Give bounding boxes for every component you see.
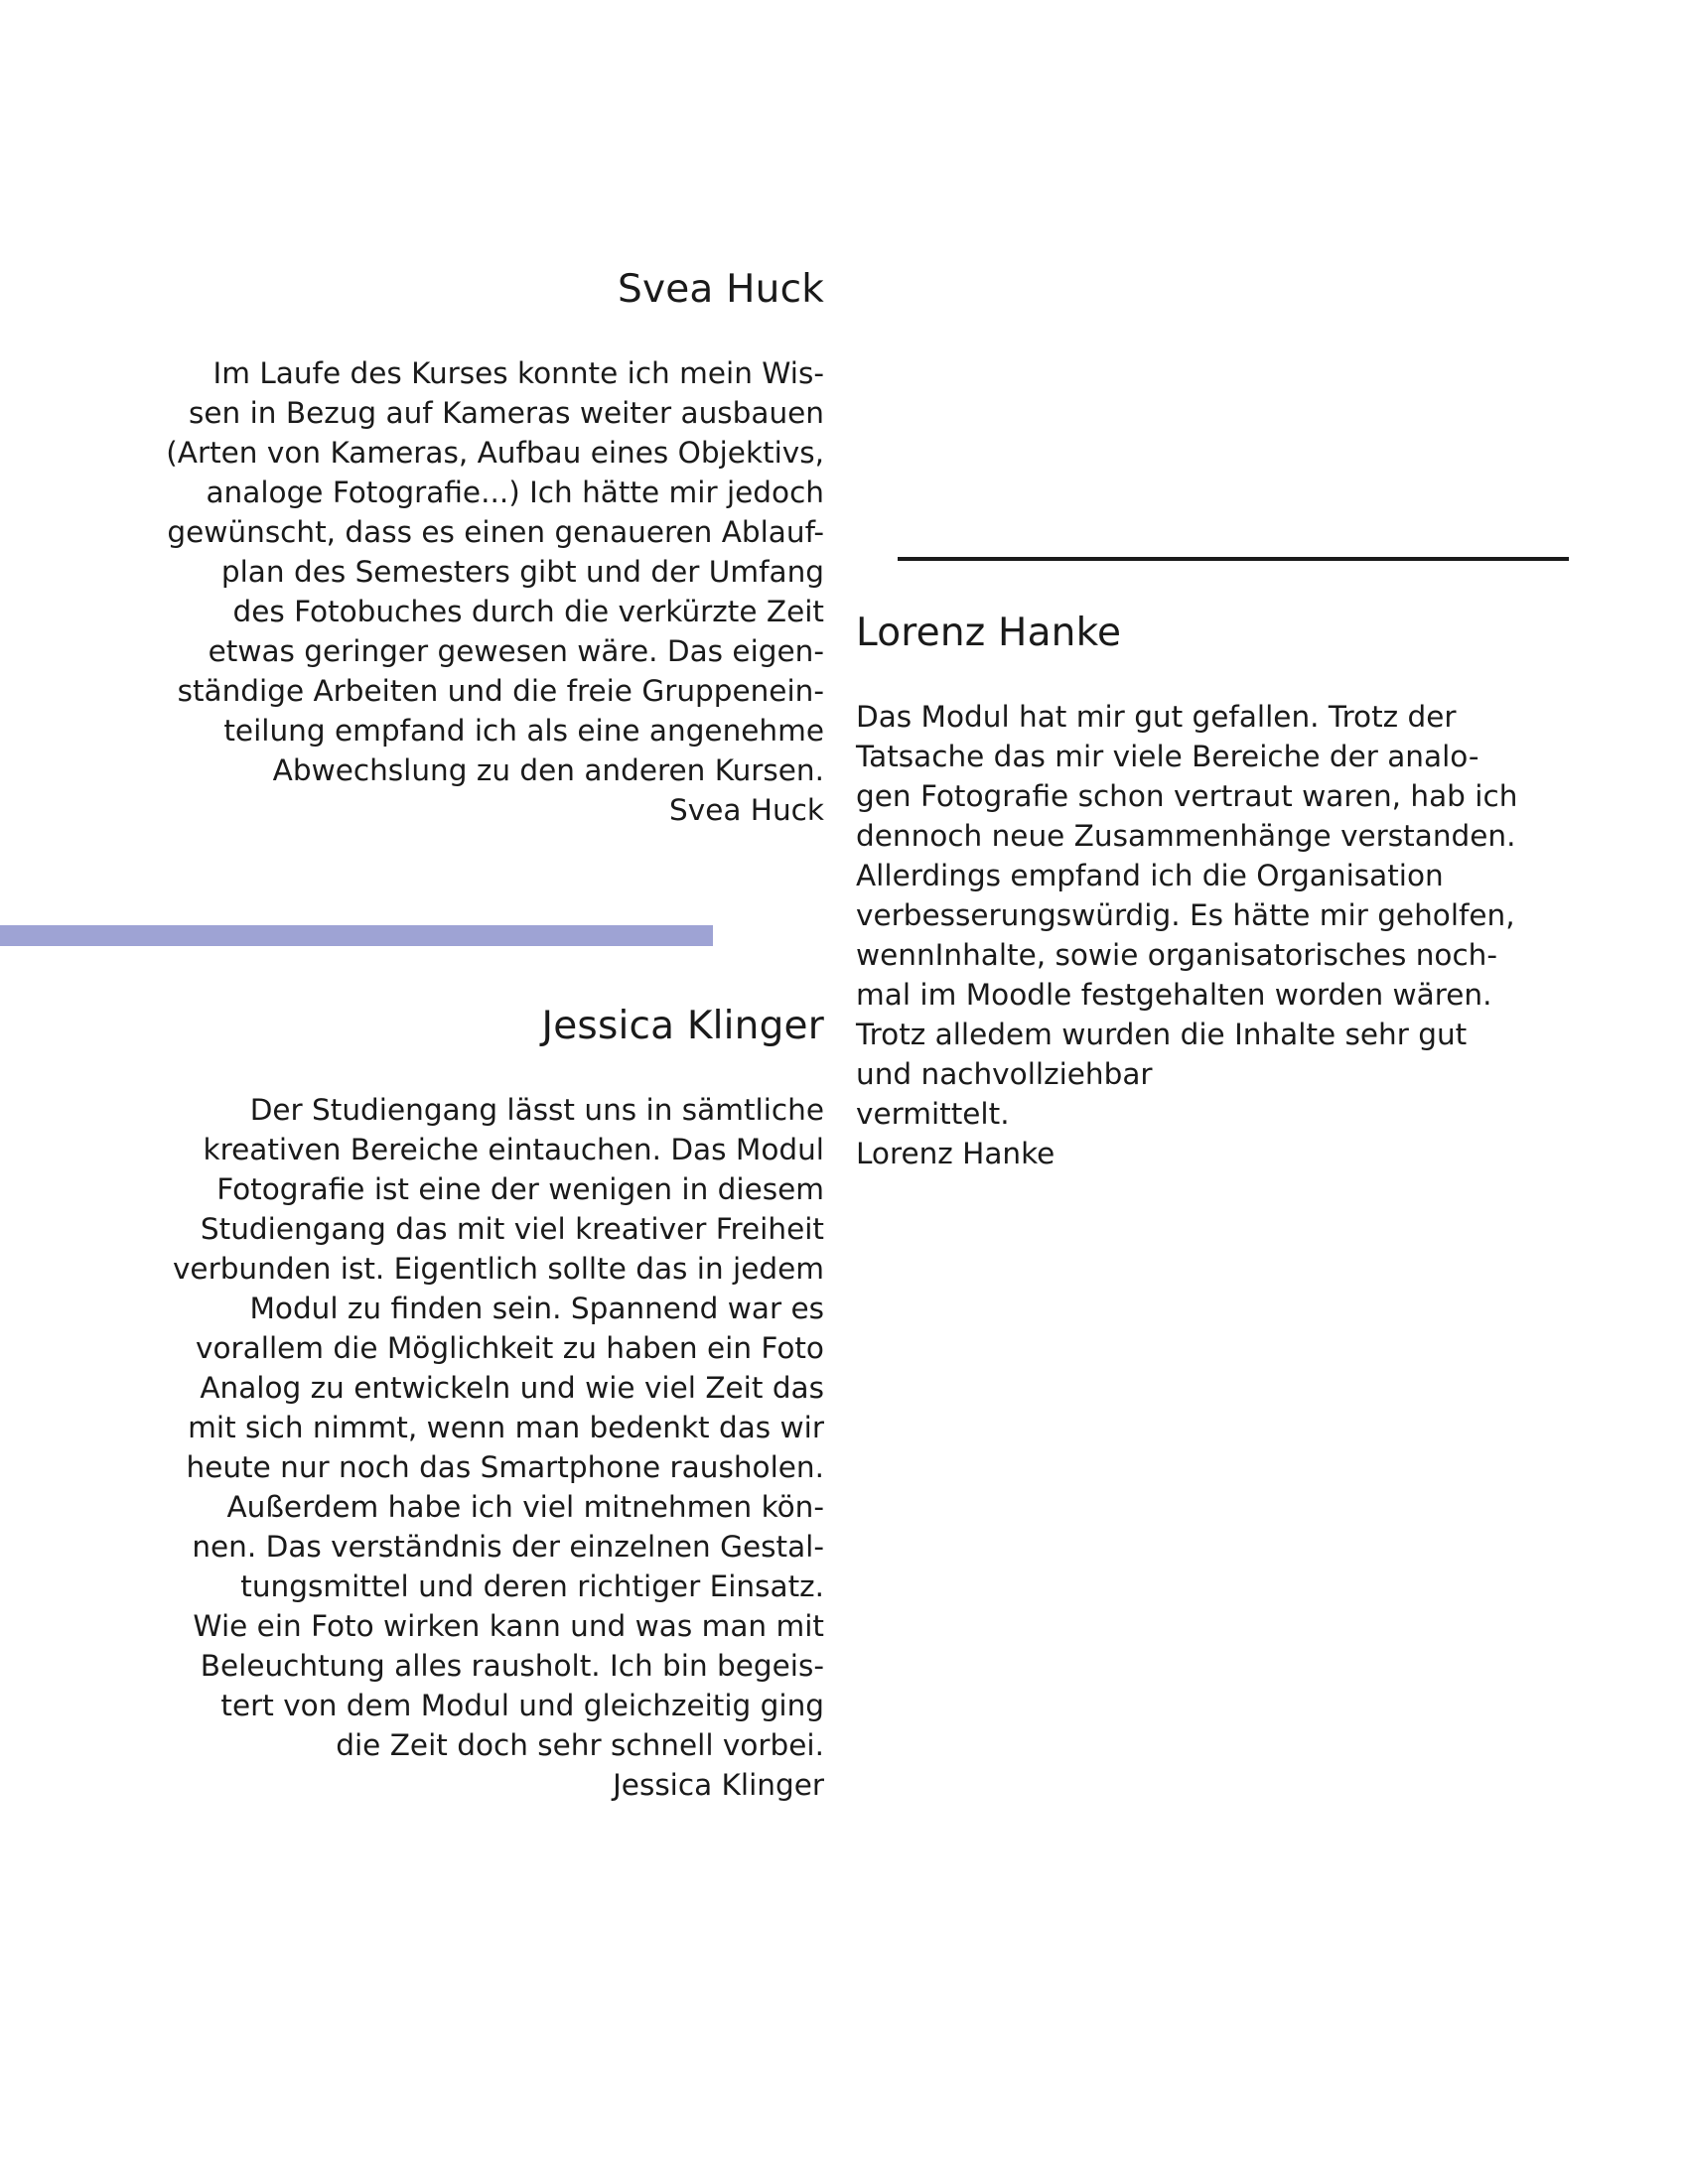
- svea-line: etwas geringer gewesen wäre. Das eigen-: [208, 634, 824, 668]
- lorenz-line: gen Fotografie schon vertraut waren, hab ich: [856, 779, 1518, 813]
- jessica-line: Analog zu entwickeln und wie viel Zeit das: [200, 1371, 824, 1405]
- svea-line: teilung empfand ich als eine angenehme: [223, 714, 824, 748]
- lorenz-line: Allerdings empfand ich die Organisation: [856, 859, 1444, 892]
- divider-rule: [898, 557, 1569, 561]
- jessica-line: kreativen Bereiche eintauchen. Das Modul: [203, 1133, 824, 1166]
- lorenz-line: Tatsache das mir viele Bereiche der analo-: [856, 740, 1479, 773]
- lorenz-section: [856, 610, 1518, 1173]
- jessica-line: vorallem die Möglichkeit zu haben ein Foto: [196, 1331, 824, 1365]
- jessica-line: Modul zu finden sein. Spannend war es: [249, 1292, 824, 1325]
- svea-line: sen in Bezug auf Kameras weiter ausbauen: [189, 396, 824, 430]
- jessica-line: tert von dem Modul und gleichzeitig ging: [220, 1689, 824, 1722]
- lorenz-line: und nachvollziehbar: [856, 1057, 1153, 1091]
- svea-line: analoge Fotografie...) Ich hätte mir jedoch: [206, 476, 824, 509]
- accent-bar: [0, 925, 713, 946]
- jessica-line: nen. Das verständnis der einzelnen Gestal-: [192, 1530, 824, 1564]
- svea-line: (Arten von Kameras, Aufbau eines Objektivs,: [166, 436, 824, 470]
- lorenz-signature: Lorenz Hanke: [856, 1137, 1055, 1170]
- jessica-section: [149, 1003, 824, 1805]
- jessica-line: die Zeit doch sehr schnell vorbei.: [336, 1728, 824, 1762]
- lorenz-line: Trotz alledem wurden die Inhalte sehr gut: [856, 1018, 1468, 1051]
- svea-line: plan des Semesters gibt und der Umfang: [220, 555, 824, 589]
- lorenz-line: wennInhalte, sowie organisatorisches noch-: [856, 938, 1498, 972]
- lorenz-line: verbesserungswürdig. Es hätte mir geholfen,: [856, 898, 1515, 932]
- jessica-line: Der Studiengang lässt uns in sämtliche: [249, 1093, 824, 1127]
- lorenz-testimonial-text: [856, 697, 1518, 1173]
- jessica-line: Beleuchtung alles rausholt. Ich bin begeis-: [200, 1649, 824, 1683]
- svea-line: gewünscht, dass es einen genaueren Ablauf-: [167, 515, 824, 549]
- svea-signature: Svea Huck: [669, 793, 824, 827]
- jessica-signature: Jessica Klinger: [613, 1768, 824, 1802]
- svea-name-heading: Svea Huck: [618, 267, 824, 312]
- svea-testimonial-text: [149, 353, 824, 830]
- svea-line: des Fotobuches durch die verkürzte Zeit: [232, 595, 824, 628]
- svea-section: [149, 266, 824, 830]
- jessica-line: Studiengang das mit viel kreativer Freiheit: [200, 1212, 824, 1246]
- lorenz-line: dennoch neue Zusammenhänge verstanden.: [856, 819, 1516, 853]
- jessica-testimonial-text: [149, 1090, 824, 1805]
- jessica-name-heading: Jessica Klinger: [541, 1004, 824, 1048]
- jessica-line: Wie ein Foto wirken kann und was man mit: [193, 1609, 824, 1643]
- svea-line: ständige Arbeiten und die freie Gruppenein-: [177, 674, 824, 708]
- svea-line: Abwechslung zu den anderen Kursen.: [272, 753, 824, 787]
- jessica-line: tungsmittel und deren richtiger Einsatz.: [240, 1570, 824, 1603]
- jessica-line: Außerdem habe ich viel mitnehmen kön-: [226, 1490, 824, 1524]
- lorenz-line: mal im Moodle festgehalten worden wären.: [856, 978, 1492, 1012]
- lorenz-line: vermittelt.: [856, 1097, 1010, 1131]
- jessica-line: mit sich nimmt, wenn man bedenkt das wir: [188, 1411, 824, 1444]
- jessica-line: verbunden ist. Eigentlich sollte das in jedem: [172, 1252, 824, 1286]
- jessica-line: heute nur noch das Smartphone rausholen.: [186, 1450, 824, 1484]
- jessica-line: Fotografie ist eine der wenigen in diesem: [216, 1172, 824, 1206]
- svea-line: Im Laufe des Kurses konnte ich mein Wis-: [212, 356, 824, 390]
- lorenz-name-heading: Lorenz Hanke: [856, 611, 1122, 655]
- lorenz-line: Das Modul hat mir gut gefallen. Trotz der: [856, 700, 1457, 734]
